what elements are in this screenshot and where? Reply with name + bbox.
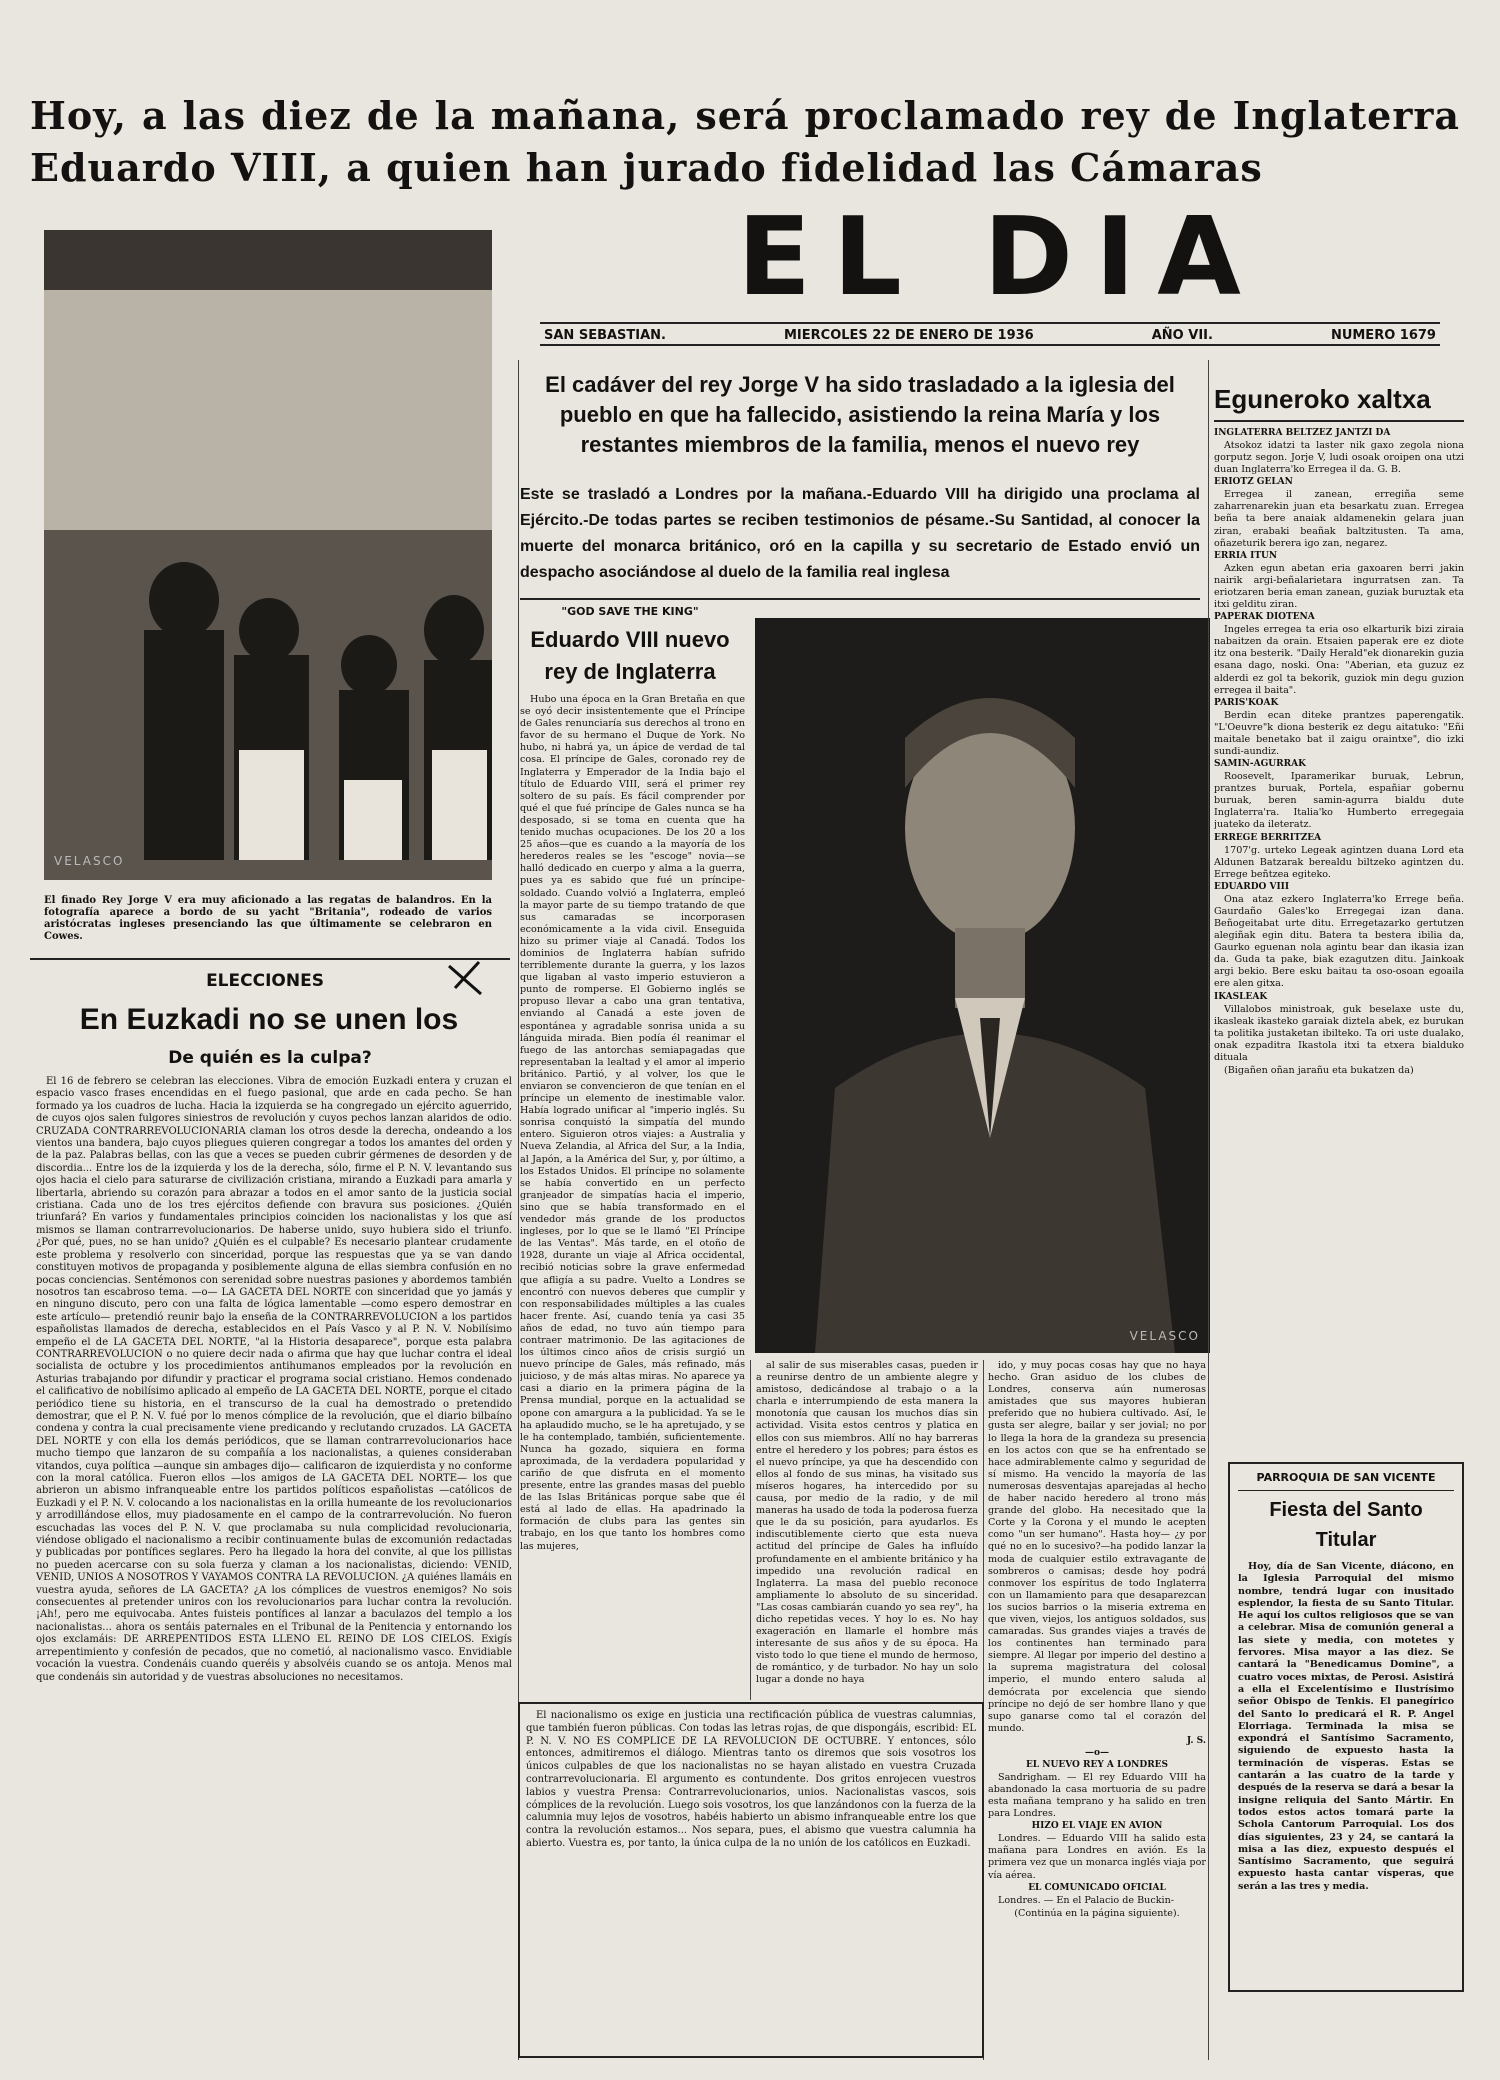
photo-eduardo-viii-image <box>755 618 1210 1353</box>
fiesta-body-text: Hoy, día de San Vicente, diácono, en la Iglesia Parroquial del mismo nombre, tendrá lugar con inusitado esplendor, la fiesta de su Santo Titular. He aquí los cultos religiosos que se van a celebrar. Misa de comunión general a las siete y media, con motetes y fervores. Misa mayor a las diez. Se cantará la "Benedicamus Domine", a cuatro voces mixtas, de Perosi. Asistirá a ella el Excelentísimo e Ilustrísimo señor Obispo de Tenkis. El panegírico del Santo lo predicará el R. P. Angel Elorriaga. Terminada la misa se expondrá el Santísimo Sacramento, siguiendo de expuesto hasta la terminación de vísperas. Estas se cantarán a las cuatro de la tarde y después de la reserva se dará a besar la insigne reliquia del Santo Mártir. En todos estos actos tomará parte la Schola Cantorum Parroquial. Los dos días siguientes, 23 y 24, se cantará la misa a las diez, expuesto después el Santísimo Sacramento, que seguirá expuesto hasta cantar vísperas, que serán a las tres y media. <box>1238 1561 1454 1892</box>
egun-entry-head: ERRIA ITUN <box>1214 550 1278 561</box>
divider <box>1238 1490 1454 1491</box>
elecciones-subtitle: De quién es la culpa? <box>168 1048 372 1068</box>
main-story-deck: Este se trasladó a Londres por la mañana.-Eduardo VIII ha dirigido una proclama al Ejército.-De todas partes se reciben testimonios de pésame.-Su Santidad, al conocer la muerte del monarca británico, oró en la capilla y su secretario de Estado envió un despacho asociándose al duelo de la familia real inglesa <box>520 486 1200 581</box>
photo-king-yacht <box>44 230 492 880</box>
oficial-text: Londres. — En el Palacio de Buckin- <box>998 1894 1174 1906</box>
egun-entry-text: Azken egun abetan eria gaxoaren berri jakin nairik argi-beñalarietara ingurratsen zan. Ta eriotzaren beria eman zanean, guziak buruztak eta itxi gelditu ziran. <box>1214 562 1464 611</box>
photo-signature: VELASCO <box>54 854 125 868</box>
egun-entry-head: SAMIN-AGURRAK <box>1214 759 1306 770</box>
egun-title: Eguneroko xaltxa <box>1214 384 1431 414</box>
fiesta-label: PARROQUIA DE SAN VICENTE <box>1256 1471 1436 1484</box>
egun-entry-head: EDUARDO VIII <box>1214 881 1290 892</box>
dateline-year: AÑO VII. <box>1151 328 1213 343</box>
egun-entry-head: ERIOTZ GELAN <box>1214 477 1293 488</box>
egun-entry-text: Roosevelt, Iparamerikar buruak, Lebrun, prantzes buruak, Portela, españiar gobernu buruak, beren samin-agurra bialdu dute Inglaterra'ra. Italia'ko Humberto erregegaia juateko da ileteratz. <box>1214 771 1464 831</box>
egun-column <box>1214 384 1464 1484</box>
fiesta-box <box>1228 1462 1464 1992</box>
separator: —o— <box>1084 1747 1109 1758</box>
dateline-bar <box>540 322 1440 346</box>
masthead-title: EL DIA <box>737 205 1263 310</box>
fiesta-title: Fiesta del Santo Titular <box>1269 1499 1423 1551</box>
main-story-col3 <box>988 1360 1206 2060</box>
elecciones-body <box>36 1076 512 2066</box>
avion-head: HIZO EL VIAJE EN AVION <box>1031 1821 1163 1832</box>
oficial-head: EL COMUNICADO OFICIAL <box>1028 1882 1166 1893</box>
elecciones-footer-text: El nacionalismo os exige en justicia una rectificación pública de vuestras calumnias, que también fueron públicas. Con todas las letras rojas, de que dispongáis, escribid: EL P. N. V. NO ES COMPLICE DE LA REVOLUCION DE OCTUBRE. Y entonces, sólo entonces, admitiremos el diálogo. Mientras tanto os diremos que sois vosotros los únicos culpables de que los nacionalistas no se hayan alistado en vuestra Cruzada contrarrevolucionaria. El argumento es contundente. Dos gritos enrojecen vuestros labios y vuestra Prensa: Contrarrevolucionarios, unios. Nacionalistas vascos, sois cómplices de la revolución. Luego sois vosotros, los que lanzándonos con la fuerza de la calumnia muy lejos de vosotros, habéis habierto un abismo infranqueable entre los que contra la revolución estamos... Nos separa, pues, el abismo que vuestra calumnia ha abierto. Vuestra es, por tanto, la única culpa de la no unión de los católicos en Euzkadi. <box>526 1710 976 1849</box>
egun-entry-text: Ona ataz ezkero Inglaterra'ko Errege beña. Gaurdaño Gales'ko Erregegai izan dana. Beñogeitabat urte ditu. Erregetazarko gertutzen alegiñak egin ditu. Batera ta bestera ibilia da, Gaurko eguenan nola agintu bear dan ikasia izan da. Guda ta pake, biak ezagutzen ditu. Jainkoak argi bekio. Bere esku baitau ta oso-osoan egoaila ere alen gitxa. <box>1214 893 1464 990</box>
egun-entry-text: (Bigañen oñan jarañu eta bukatzen da) <box>1224 1065 1414 1077</box>
fiesta-body <box>1238 1561 1454 1893</box>
main-story-col1 <box>520 694 745 1694</box>
continued-note: (Continúa en la página siguiente). <box>1014 1907 1180 1919</box>
londres-text: Sandrigham. — El rey Eduardo VIII ha abandonado la casa mortuoria de su padre esta mañana temprano y ha salido en tren para Londres. <box>988 1771 1206 1820</box>
egun-entry-head: PAPERAK DIOTENA <box>1214 612 1315 623</box>
section-label-elecciones: ELECCIONES <box>206 971 324 991</box>
front-page-headline: Hoy, a las diez de la mañana, será proclamado rey de Inglaterra Eduardo VIII, a quien han jurado fidelidad las Cámaras <box>30 93 1460 190</box>
dateline-number: NUMERO 1679 <box>1330 328 1436 343</box>
egun-entry-text: Villalobos ministroak, guk beselaxe uste du, ikasleak ikasteko garaiak diztela abek, ez burukan ta politika justaketan ibilteko. Ta ori uste dualako, onak ezpaditra Ikastola itxi ta etxera bialduko dituala <box>1214 1003 1464 1063</box>
dateline-date: MIERCOLES 22 DE ENERO DE 1936 <box>784 328 1034 343</box>
main-story-col2-text: al salir de sus miserables casas, pueden ir a reunirse dentro de un ambiente alegre y amistoso, dedicándose al trabajo o a la charla e interrumpiendo de esta manera la monotonía que causan los muchos días sin actividad. Visita estos centros y platica en ellos con sus miembros. Allí no hay barreras entre el heredero y los pobres; para éstos es el nuevo príncipe, ya que ha descendido con ellos al fondo de sus minas, ha visitado sus míseros hogares, ha intercedido por su causa, por medio de la radio, y de mil maneras ha usado de toda la poderosa fuerza que le da su posición, para ayudarlos. Es indiscutiblemente cierto que esta nueva actitud del príncipe de Gales ha influído profundamente en el ambiente británico y ha impedido una revolución radical en Inglaterra. La masa del pueblo reconoce ampliamente lo absoluto de su sinceridad. "Las cosas cambiarán cuando yo sea rey", ha dicho repetidas veces. Y hoy lo es. No hay exageración en llamarle el hombre más interesante de sus años y de su época. Ha visto todo lo que tiene el mundo de hermoso, de romántico, y de turbador. No hay un solo lugar a donde no haya <box>756 1360 978 1686</box>
photo-signature: VELASCO <box>1129 1329 1200 1343</box>
elecciones-footer-box <box>518 1702 984 2058</box>
main-story-col3-text: ido, y muy pocas cosas hay que no haya hecho. Gran asiduo de los clubes de Londres, conserva aún numerosas amistades que sus mayores hubieran preferido que no hubiera cultivado. Así, le gusta ser alegre, bailar y ser jovial; no por lo llega la hora de la grandeza su presencia en los actos con que se ha enfrentado se hace admirablemente calmo y seguridad de sí mismo. Ha vencido la mayoría de las numerosas desventajas aparejadas al hecho de haber nacido heredero al trono más grande del globo. Ha necesitado que la Corte y la Corona y el mundo le acepten como "un ser humano". Hasta hoy— ¿y por qué no en lo sucesivo?—ha podido lanzar la moda de cualquier estilo extravagante de sombreros o camisas; desde hoy podrá conmover los espíritus de todo Inglaterra con un llamamiento para que desaparezcan los sucios barrios o la miseria extrema en que viven, viejos, los antiguos soldados, sus camaradas. Sus grandes viajes a través de los continentes han terminado para siempre. Al llegar por imperio del destino a la suprema magistratura del colosal imperio, el mundo entero saluda al demócrata por excelencia que siendo príncipe no dejó de ser hombre llano y que supo ganarse como tal el corazón del mundo. <box>988 1360 1206 1734</box>
egun-entry-text: Ingeles erregea ta eria oso elkarturik bizi ziraia nabaitzen da orain. Etsaien paperak ere ez diote itz ona besterik. "Daily Herald"ek dionarekin guzia esana dago, noski. Ona: "Aberian, eta guzuz ez alderdi ez gol ta bekorik, guziok min degu guzion erregea il baita". <box>1214 624 1464 696</box>
egun-entry-head: PARIS'KOAK <box>1214 697 1279 708</box>
photo-eduardo-viii <box>755 618 1210 1353</box>
elecciones-body-text: El 16 de febrero se celebran las elecciones. Vibra de emoción Euzkadi entera y cruzan el espacio vasco frases encendidas en el fuego pasional, que arde en cada pecho. Se han formado ya los cuadros de lucha. Hacia la izquierda se ha congregado un ejército aguerrido, de cuyos ojos salen fulgores siniestros de revolución y cuyos pechos lanzan alaridos de odio. CRUZADA CONTRARREVOLUCIONARIA claman los otros desde la derecha, ondeando a los vientos una bandera, bajo cuyos pliegues quieren congregar a todos los amantes del orden y de la paz. Palabras bellas, con las que a veces se pueden cubrir gérmenes de desorden y de discordia... Entre los de la izquierda y los de la derecha, sólo, firme el P. N. V. levantando sus ojos hacia el cielo para saturarse de civilización cristiana, mirando a Euzkadi para amarla y libertarla, abriendo su corazón para abrazar a todos en el amor santo de la justicia social cristiana. Cada uno de los tres ejércitos defiende con bravura sus posiciones. ¿Quién triunfará? En varios y fundamentales principios coinciden los nacionalistas y los que así mismos se llaman contrarrevolucionarios. De haberse unido, suyo hubiera sido el triunfo. ¿Por qué, pues, no se han unido? ¿Quién es el culpable? Es necesario plantear crudamente este problema y resolverlo con sinceridad, porque las respuestas que ya se van dando constituyen motivos de propaganda y posiblemente alguna de ellas siembra confusión en no pocas conciencias. Sentémonos con serenidad sobre nuestras pasiones y abordemos también nosotros tan escabroso tema. —o— LA GACETA DEL NORTE con sinceridad que yo jamás y en ninguno discuto, pero con una falta de lógica lamentable —como espero demostrar en este artículo— pretendió reunir bajo la enseña de la CONTRARREVOLUCION a los partidos españolistas llamados de derecha, establecidos en el País Vasco y al P. N. V. Nobilísimo empeño el de LA GACETA DEL NORTE, "al la Historia desaparece", porque esta palabra CONTRARREVOLUCION o no quiere decir nada o afirma que hay que luchar contra el ideal socialista de octubre y los procedimientos antihumanos empleados por la revolución en Asturias trabajando por difundir y practicar el programa social cristiano. Hemos condenado el calificativo de nobilísimo aplicado al empeño de LA GACETA DEL NORTE, porque el citado periódico tiene su historia, en el transcurso de la cual ha demostrado o pretendido demostrar, que el P. N. V. fué por lo menos cómplice de la revolución, que el diario bilbaíno condena y contra la cual precisamente viene predicando y reclutando cruzados. LA GACETA DEL NORTE y con ella los demás periódicos, que se llaman contrarrevolucionarios hace mucho tiempo que lanzaron de su compañía a los nacionalistas, a quienes consideraban vitandos, cuya política —aunque sin ambages dijo— calificaron de izquierdista y no conforme con la moral católica. Fueron ellos —los amigos de LA GACETA DEL NORTE— los que abrieron un abismo infranqueable entre los partidos políticos españolistas —católicos de Euzkadi y el P. N. V. colocando a los nacionalistas en la orilla humeante de los revolucionarios y arrodillándose ellos, muy piadosamente en el campo de la contrarrevolución. No fueron escuchadas las voces del P. N. V. que proclamaba su nula complicidad revolucionaria, viéndose obligado el nacionalismo a recibir continuamente bulas de excomunión redactadas y publicadas por pontífices seglares. Pero ha llegado la hora del convite, al que los pillistas no pueden acercarse con su sola fuerza y claman a los nacionalistas, diciendo: VENID, VENID, UNIOS A NOSOTROS Y VAYAMOS CONTRA LA REVOLUCION. ¿A quiénes llamáis en vuestra ayuda, señores de LA GACETA? ¿A los cómplices de vuestros enemigos? No sois consecuentes al pretender uniros con los revolucionarios para luchar contra la revolución. ¡Ah!, pero me equivocaba. Antes fuisteis pontífices al lanzar a baculazos del templo a los nacionalistas... ahora os sentáis paternales en el Tribunal de la Penitencia y entornando los ojos exclamáis: DE ARREPENTIDOS ESTA LLENO EL REINO DE LOS CIELOS. Exigís arrepentimiento y confesión de pecados, que no cometió, al nacionalismo vasco. Envidiable vocación la vuestra. Condenáis cuando queréis y absolvéis cuando se os antoja. Menos mal que condenáis sin autoridad y de vuestras absoluciones no necesitamos. <box>36 1076 512 1683</box>
main-story-col1-text: Hubo una época en la Gran Bretaña en que se oyó decir insistentemente que el Príncipe de Gales renunciaría sus derechos al trono en favor de su hermano el Duque de York. No hubo, ni habrá ya, un ápice de verdad de tal cosa. El príncipe de Gales, coronado rey de Inglaterra y Emperador de la India bajo el título de Eduardo VIII, será el primer rey soltero de su país. Es fácil comprender por qué el que fué príncipe de Gales nunca se ha desposado, si se toma en cuenta que ha tenido muchas ocupaciones. De los 20 a los 25 años—que es cuando a la mayoría de los herederos reales se les "escoge" novia—se halló dedicado en cuerpo y alma a la guerra, pues ya es sabido que fué un príncipe-soldado. Cuando volvió a Inglaterra, empleó la mayor parte de su tiempo tratando de que sus camaradas se incorporasen económicamente a la vida civil. Enseguida hizo su primer viaje al Canadá. Todos los dominios de Inglaterra habían sufrido terriblemente durante la guerra, y los lazos que ligaban al vasto imperio estuvieron a punto de romperse. El Gobierno inglés se propuso llevar a cabo una gran tentativa, enviando al Canadá a este joven de espontánea y agradable sonrisa unida a su lánguida mirada. Bien podía él reanimar el fuego de las antorchas semiapagadas que representaban la lealtad y el amor al imperio británico. Partió, y al volver, los que le enviaron se convencieron de que tenían en el príncipe un elemento de inestimable valor. Había logrado unificar al "imperio inglés. Su sonrisa conquistó la simpatía del mundo entero. Siguieron otros viajes: a Australia y Nueva Zelandia, al Africa del Sur, a la India, al Japón, a la América del Sur, y, por último, a los Estados Unidos. El príncipe no solamente se había convertido en un perfecto granjeador de simpatías hacia el imperio, sino que se había transformado en el vendedor más grande de los productos ingleses, por lo que se le llamó "El Príncipe de las Ventas". Más tarde, en el otoño de 1928, durante un viaje al Africa occidental, recibió noticias sobre la grave enfermedad que afligía a su padre. Vuelto a Londres se encontró con nuevos deberes que cumplir y con responsabilidades múltiples a las cuales hacer frente. Así, cuando tenía ya casi 35 años de edad, no tuvo aún tiempo para contraer matrimonio. De las agitaciones de los últimos cinco años de crisis surgió un nuevo príncipe de Gales, más refinado, más juicioso, y de más altas miras. No aparece ya casi a diario en la primera página de la Prensa mundial, porque en la actualidad se opone con amargura a la publicidad. Ya se le ha aplaudido mucho, se le ha apretujado, y se le ha contemplado, también, suficientemente. Nunca ha gozado, siquiera en forma aproximada, de la verdadera popularidad y cariño de que disfruta en el momento presente, entre las grandes masas del pueblo de las Islas Británicas porque sabe que él está al lado de ellas. Ha apadrinado la formación de clubs para las gentes sin trabajo, en los que tanto los hombres como las mujeres, <box>520 694 745 1552</box>
x-mark-icon <box>445 958 485 998</box>
egun-entry-text: 1707'g. urteko Legeak agintzen duana Lord eta Aldunen Batzarak berealdu biltzeko agintzen du. Errege beñtzea egiteko. <box>1214 844 1464 880</box>
avion-text: Londres. — Eduardo VIII ha salido esta mañana para Londres en avión. Es la primera vez que un monarca inglés viaja por vía aérea. <box>988 1833 1206 1881</box>
londres-head: EL NUEVO REY A LONDRES <box>1025 1759 1169 1770</box>
egun-entry-head: ERREGE BERRITZEA <box>1214 832 1322 843</box>
photo-caption: El finado Rey Jorge V era muy aficionado a las regatas de balandros. En la fotografía aparece a bordo de su yacht "Britania", rodeado de varios aristócratas ingleses presenciando las que últimamente se celebraron en Cowes. <box>44 895 492 942</box>
main-story-title: El cadáver del rey Jorge V ha sido trasladado a la iglesia del pueblo en que ha fallecido, asistiendo la reina María y los restantes miembros de la familia, menos el nuevo rey <box>545 372 1175 457</box>
divider <box>30 958 510 960</box>
column-rule <box>750 1360 751 1700</box>
main-story-kicker: "GOD SAVE THE KING" <box>561 605 699 618</box>
dateline-city: SAN SEBASTIAN. <box>544 328 666 343</box>
egun-entry-text: Berdin ecan diteke prantzes paperengatik. "L'Oeuvre"k diona besterik ez degu aitatuko: "Eñi maitale benetako bat il zaigu oraintxe", dio izki sundi-aundiz. <box>1214 709 1464 757</box>
photo-king-yacht-image <box>44 230 492 880</box>
main-story-author: J. S. <box>1186 1735 1206 1746</box>
egun-entry-text: Erregea il zanean, erregiña seme zaharrenarekin juan eta besarkatu zuan. Erregea beña ta bere anaiak aldamenekin gelara juan ziran, erabaki beañak baltzitusten. Ta ama, oñazeturik berera igo zan, negarez. <box>1214 489 1464 549</box>
egun-entry-text: Atsokoz idatzi ta laster nik gaxo zegola niona gorputz segon. Jorje V, ludi osoak oroipen ona utzi duan Inglaterra'ko Erregea il da. G. B. <box>1214 440 1464 476</box>
egun-entry-head: INGLATERRA BELTZEZ JANTZI DA <box>1214 428 1391 438</box>
main-story-subtitle: Eduardo VIII nuevo rey de Inglaterra <box>530 627 730 684</box>
divider <box>520 598 1200 600</box>
egun-entries <box>1214 428 1464 1077</box>
main-story-col2 <box>756 1360 978 1694</box>
column-rule <box>1208 360 1209 2060</box>
egun-entry-head: IKASLEAK <box>1214 991 1268 1002</box>
divider <box>1214 420 1464 422</box>
elecciones-title: En Euzkadi no se unen los <box>79 1003 459 1036</box>
